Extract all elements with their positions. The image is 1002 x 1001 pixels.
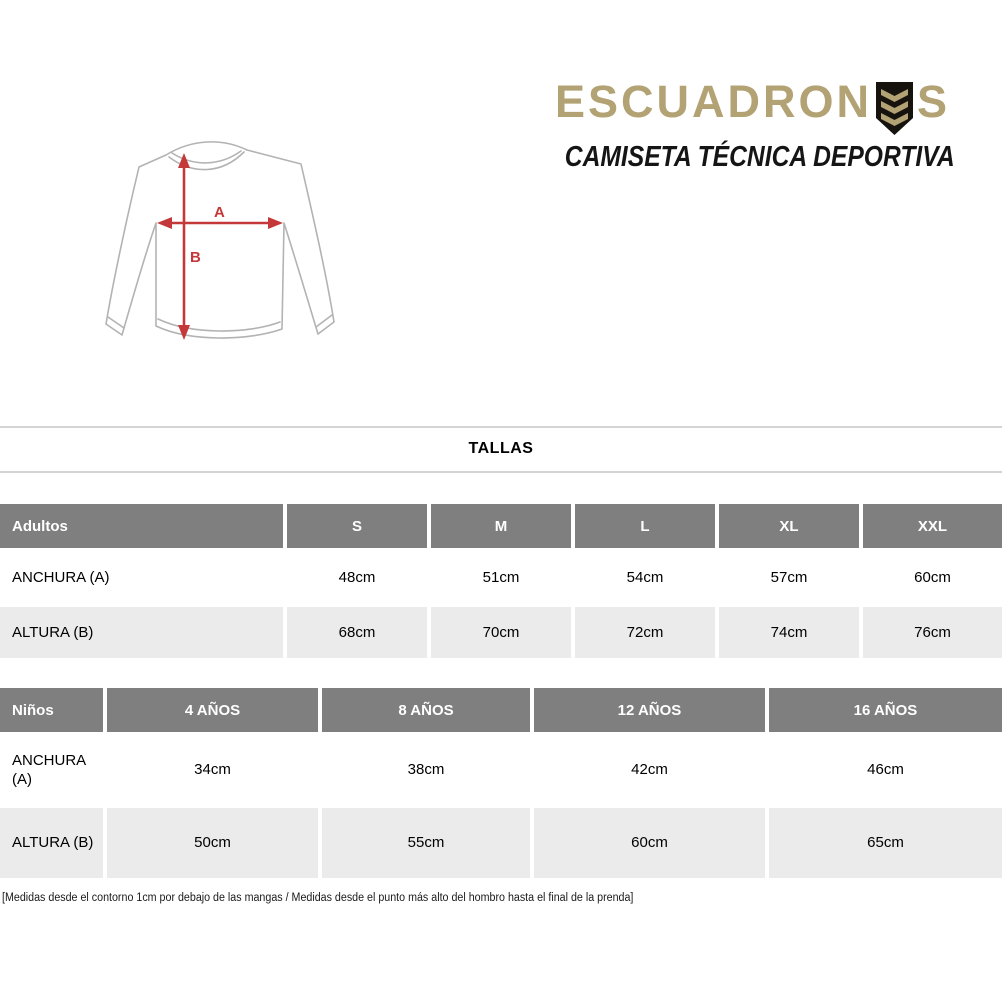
divider-top — [0, 426, 1002, 428]
size-value: 74cm — [719, 607, 859, 658]
size-value: 54cm — [626, 568, 664, 586]
adults-header-cell: L — [575, 504, 715, 548]
divider-bottom — [0, 471, 1002, 473]
size-value: 48cm — [338, 568, 376, 586]
shirt-diagram — [80, 120, 380, 380]
size-value: 76cm — [863, 607, 1002, 658]
size-value: 50cm — [107, 808, 318, 878]
kids-header-cell: 16 AÑOS — [769, 688, 1002, 732]
row-label: ANCHURA (A) — [12, 751, 86, 788]
shirt-outline-icon — [106, 142, 334, 338]
size-value: 70cm — [431, 607, 571, 658]
size-value: 51cm — [482, 568, 520, 586]
adults-header-cell: XL — [719, 504, 859, 548]
adults-header-cell: Adultos — [0, 504, 283, 548]
adults-header-cell: M — [431, 504, 571, 548]
adults-header-cell: S — [287, 504, 427, 548]
adults-header-cell: XXL — [863, 504, 1002, 548]
brand-text-right: S — [916, 76, 950, 127]
size-value: 68cm — [287, 607, 427, 658]
size-value: 46cm — [867, 761, 904, 779]
size-value: 60cm — [914, 568, 951, 586]
section-title: TALLAS — [468, 440, 534, 457]
brand-logo — [555, 74, 950, 129]
kids-header-cell: 12 AÑOS — [534, 688, 765, 732]
row-label: ALTURA (B) — [0, 607, 283, 658]
product-title: CAMISETA TÉCNICA DEPORTIVA — [565, 141, 955, 173]
kids-size-table — [0, 688, 1002, 878]
measure-label-a: A — [214, 204, 225, 221]
size-value: 38cm — [407, 761, 445, 779]
size-value: 65cm — [769, 808, 1002, 878]
measure-label-b: B — [190, 249, 201, 266]
kids-header-cell: 4 AÑOS — [107, 688, 318, 732]
row-label: ALTURA (B) — [0, 808, 103, 878]
height-arrow — [178, 153, 190, 340]
brand-text-left: ESCUADRON — [554, 76, 872, 127]
size-value: 72cm — [575, 607, 715, 658]
adults-size-table — [0, 504, 1002, 658]
size-value: 60cm — [534, 808, 765, 878]
size-value: 34cm — [194, 761, 231, 779]
size-value: 57cm — [770, 568, 808, 586]
size-value: 55cm — [322, 808, 530, 878]
kids-header-cell: Niños — [0, 688, 103, 732]
kids-header-cell: 8 AÑOS — [322, 688, 530, 732]
chevron-shield-icon — [875, 81, 914, 136]
size-value: 42cm — [631, 761, 668, 779]
row-label: ANCHURA (A) — [12, 568, 110, 586]
measurement-footnote: [Medidas desde el contorno 1cm por debajo de las mangas / Medidas desde el punto más alto del hombro hasta el final de la prenda] — [2, 892, 634, 904]
